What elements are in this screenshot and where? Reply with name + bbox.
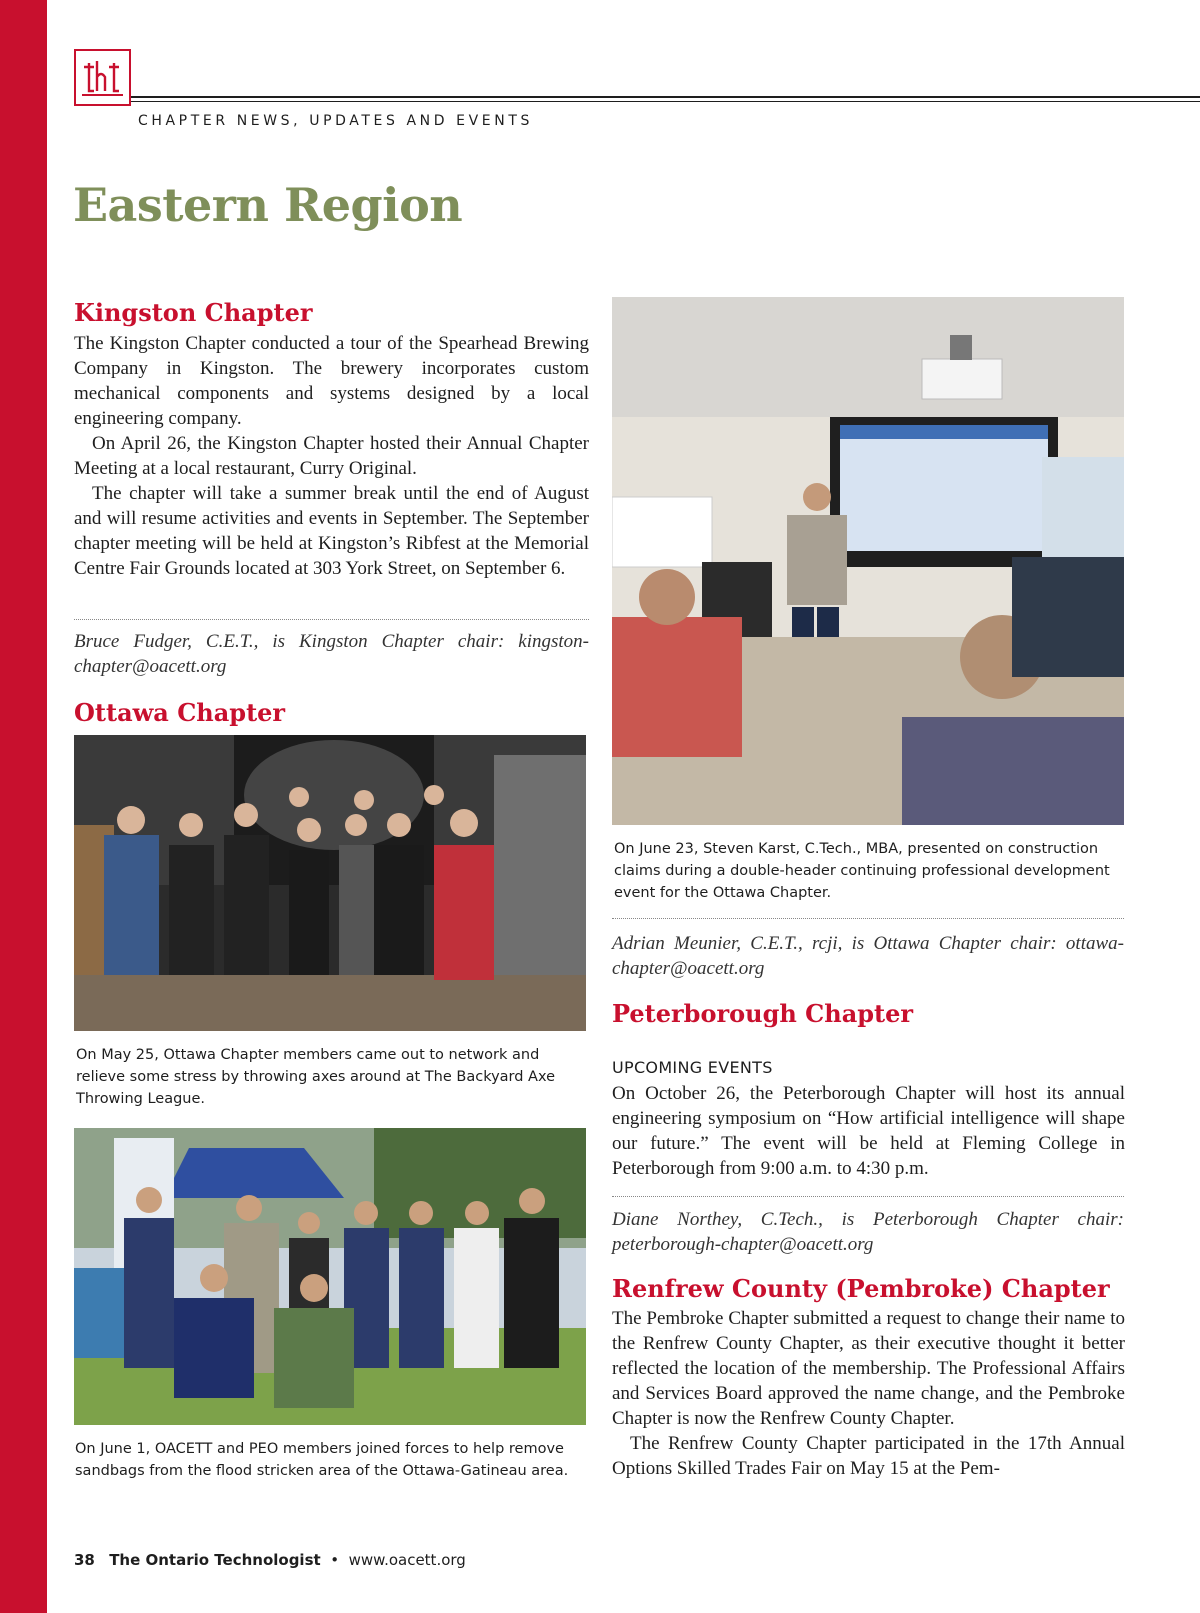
footer-url-link[interactable]: www.oacett.org (348, 1551, 466, 1569)
ottawa-heading: Ottawa Chapter (74, 698, 286, 727)
page-title: Eastern Region (73, 178, 463, 232)
red-margin-bar (0, 0, 47, 1613)
peterborough-divider (612, 1196, 1124, 1197)
peterborough-body (612, 1081, 1125, 1181)
ottawa-divider (612, 918, 1124, 919)
publication-name: The Ontario Technologist (109, 1551, 321, 1569)
kingston-heading: Kingston Chapter (74, 298, 313, 327)
page-number: 38 (74, 1551, 95, 1569)
kingston-divider (74, 619, 589, 620)
axe-throwing-caption: On May 25, Ottawa Chapter members came out to network and relieve some stress by throwing axes around at The Backyard Axe Throwing League. (76, 1047, 556, 1107)
axe-throwing-photo (74, 735, 586, 1031)
footer-separator: • (330, 1551, 340, 1569)
cpd-presentation-caption: On June 23, Steven Karst, C.Tech., MBA, presented on construction claims during a double-header continuing professional development event for the Ottawa Chapter. (614, 841, 1110, 901)
renfrew-body (612, 1306, 1125, 1481)
section-label: CHAPTER NEWS, UPDATES AND EVENTS (138, 113, 533, 129)
kingston-paragraph-1: The Kingston Chapter conducted a tour of the Spearhead Brewing Company in Kingston. The brewery incorporates custom mechanical components and systems designed by a local engineering company. (74, 333, 589, 429)
renfrew-paragraph-2: The Renfrew County Chapter participated in the 17th Annual Options Skilled Trades Fair on May 15 at the Pem- (612, 1433, 1125, 1479)
peterborough-byline: Diane Northey, C.Tech., is Peterborough Chapter chair: peterborough-chapter@oacett.org (612, 1209, 1124, 1255)
header-rule-thin (131, 101, 1200, 102)
renfrew-paragraph-1: The Pembroke Chapter submitted a request to change their name to the Renfrew County Chapter, as their executive thought it better reflected the location of the membership. The Professional Affairs and Services Board approved the name change, and the Pembroke Chapter is now the Renfrew County Chapter. (612, 1308, 1125, 1429)
ottawa-byline: Adrian Meunier, C.E.T., rcji, is Ottawa Chapter chair: ottawa-chapter@oacett.org (612, 933, 1124, 979)
header-rule (131, 96, 1200, 98)
sandbag-volunteers-caption: On June 1, OACETT and PEO members joined forces to help remove sandbags from the flood stricken area of the Ottawa-Gatineau area. (75, 1441, 569, 1479)
kingston-byline: Bruce Fudger, C.E.T., is Kingston Chapter chair: kingston-chapter@oacett.org (74, 631, 589, 677)
oacett-tt-logo-icon (74, 49, 131, 106)
cpd-presentation-photo (612, 297, 1124, 825)
page-footer (74, 1551, 466, 1569)
kingston-paragraph-3: The chapter will take a summer break until the end of August and will resume activities and events in September. The September chapter meeting will be held at Kingston’s Ribfest at the Memorial Centre Fair Grounds located at 303 York Street, on September 6. (74, 483, 589, 579)
sandbag-volunteers-photo (74, 1128, 586, 1425)
kingston-paragraph-2: On April 26, the Kingston Chapter hosted their Annual Chapter Meeting at a local restaurant, Curry Original. (74, 433, 589, 479)
upcoming-events-subheading: UPCOMING EVENTS (612, 1058, 773, 1077)
renfrew-heading: Renfrew County (Pembroke) Chapter (612, 1274, 1110, 1303)
peterborough-paragraph: On October 26, the Peterborough Chapter will host its annual engineering symposium on “How artificial intelligence will shape our future.” The event will be held at Fleming College in Peterborough from 9:00 a.m. to 4:30 p.m. (612, 1083, 1125, 1179)
peterborough-heading: Peterborough Chapter (612, 999, 914, 1028)
kingston-body (74, 331, 589, 581)
